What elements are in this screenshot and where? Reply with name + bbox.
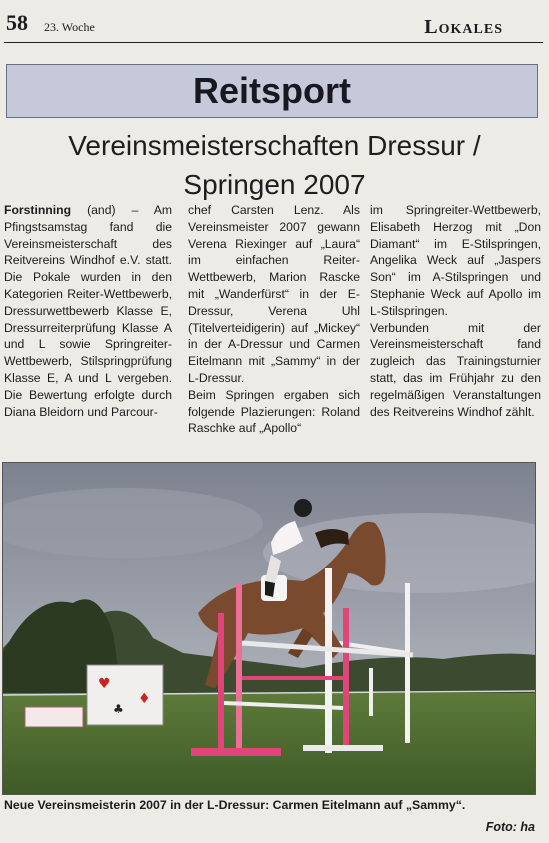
page-number: 58 [6, 10, 28, 35]
section-title: Lokales [424, 16, 503, 38]
show-jumping-photo [3, 463, 535, 794]
article-column-3 [370, 202, 541, 420]
column-2-paragraph-1: chef Carsten Lenz. Als Vereinsmeister 2007 gewann Verena Riexinger auf „Laura“ im einfachen Reiter-Wettbewerb, Marion Rascke mit „Wanderfürst“ in der E-Dressur, Verena Uhl (Titelverteidigerin) auf „Mickey“ in der A-Dressur und Carmen Eitelmann mit „Sammy“ in der L-Dressur. [188, 203, 360, 385]
page-header [4, 8, 543, 43]
column-1-text: (and) – Am Pfingstsamstag fand die Vereinsmeisterschaft des Reitvereins Windhof e.V. statt. Die Pokale wurden in den Kategorien Reiter-Wettbewerb, Dressurwettbewerb Klasse E, Dressurreiterprüfung Klasse A und L sowie Springreiter-Wettbewerb, Stilspringprüfung Klasse E, A und L vergeben. Die Bewertung erfolgte durch Diana Bleidorn und Parcour- [4, 203, 172, 419]
article-column-2 [188, 202, 360, 437]
column-3-paragraph-1: im Springreiter-Wettbewerb, Elisabeth Herzog mit „Don Diamant“ im E-Stilspringen, Angelika Weck auf „Jaspers Son“ im A-Stilspringen und Stephanie Weck auf Apollo im L-Stilspringen. [370, 203, 541, 318]
article-photo [2, 462, 536, 795]
article-column-1 [4, 202, 172, 420]
svg-text:♣: ♣ [113, 702, 124, 716]
svg-text:♦: ♦ [138, 691, 151, 707]
column-3-paragraph-2: Verbunden mit der Vereinsmeisterschaft fand zugleich das Trainingsturnier statt, das im Frühjahr zu den regelmäßigen Veranstaltungen des Reitvereins Windhof zählt. [370, 320, 541, 419]
article-dateline: Forstinning [4, 203, 72, 217]
svg-text:♥: ♥ [98, 676, 111, 692]
headline-line-2: Springen 2007 [183, 169, 366, 200]
category-banner [6, 64, 538, 118]
column-2-paragraph-2: Beim Springen ergaben sich folgende Plazierungen: Roland Raschke auf „Apollo“ [188, 387, 360, 436]
article-headline [0, 126, 549, 204]
photo-caption: Neue Vereinsmeisterin 2007 in der L-Dressur: Carmen Eitelmann auf „Sammy“. [4, 798, 466, 812]
week-label: 23. Woche [44, 20, 95, 34]
category-title: Reitsport [192, 70, 351, 111]
photo-credit: Foto: ha [485, 820, 535, 834]
headline-line-1: Vereinsmeisterschaften Dressur / [68, 130, 481, 161]
